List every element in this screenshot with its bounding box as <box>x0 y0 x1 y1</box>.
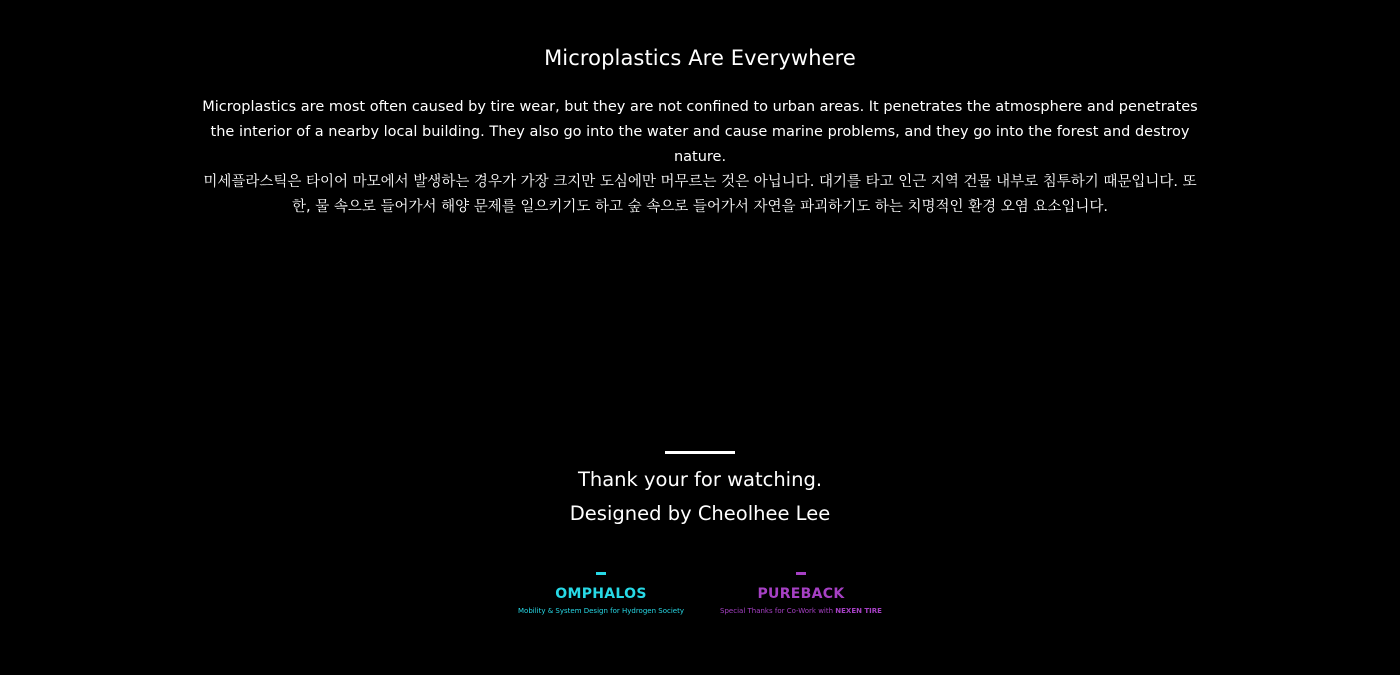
description-english: Microplastics are most often caused by tire wear, but they are not confined to urban areas. It penetrates the atmosphere and penetrates the interior of a nearby local building. They also go into the water and cause marine problems, and they go into the forest and destroy nature. <box>202 99 1198 165</box>
brand-subtitle <box>691 607 911 616</box>
brand-name: OMPHALOS <box>555 586 647 602</box>
brand-subtitle: Mobility & System Design for Hydrogen Society <box>518 607 684 615</box>
designer-credit: Designed by Cheolhee Lee <box>569 502 831 525</box>
brand-subtitle-highlight: NEXEN TIRE <box>835 607 882 615</box>
brand-dash <box>596 572 606 575</box>
brand-dash <box>796 572 806 575</box>
thanks-message: Thank your for watching. <box>577 468 823 491</box>
footer-divider <box>665 451 735 454</box>
brand-name: PUREBACK <box>757 586 845 602</box>
page-title: Microplastics Are Everywhere <box>544 46 856 70</box>
brand-subtitle-prefix: Special Thanks for Co-Work with <box>720 607 836 615</box>
brand-omphalos[interactable] <box>491 572 711 616</box>
brand-pureback[interactable] <box>691 572 911 616</box>
description-korean: 미세플라스틱은 타이어 마모에서 발생하는 경우가 가장 크지만 도심에만 머무르는 것은 아닙니다. 대기를 타고 인근 지역 건물 내부로 침투하기 때문입니다. 또한, 물 속으로 들어가서 해양 문제를 일으키기도 하고 숲 속으로 들어가서 자연을 파괴하기도 하는 치명적인 환경 오염 요소입니다. <box>203 174 1197 215</box>
